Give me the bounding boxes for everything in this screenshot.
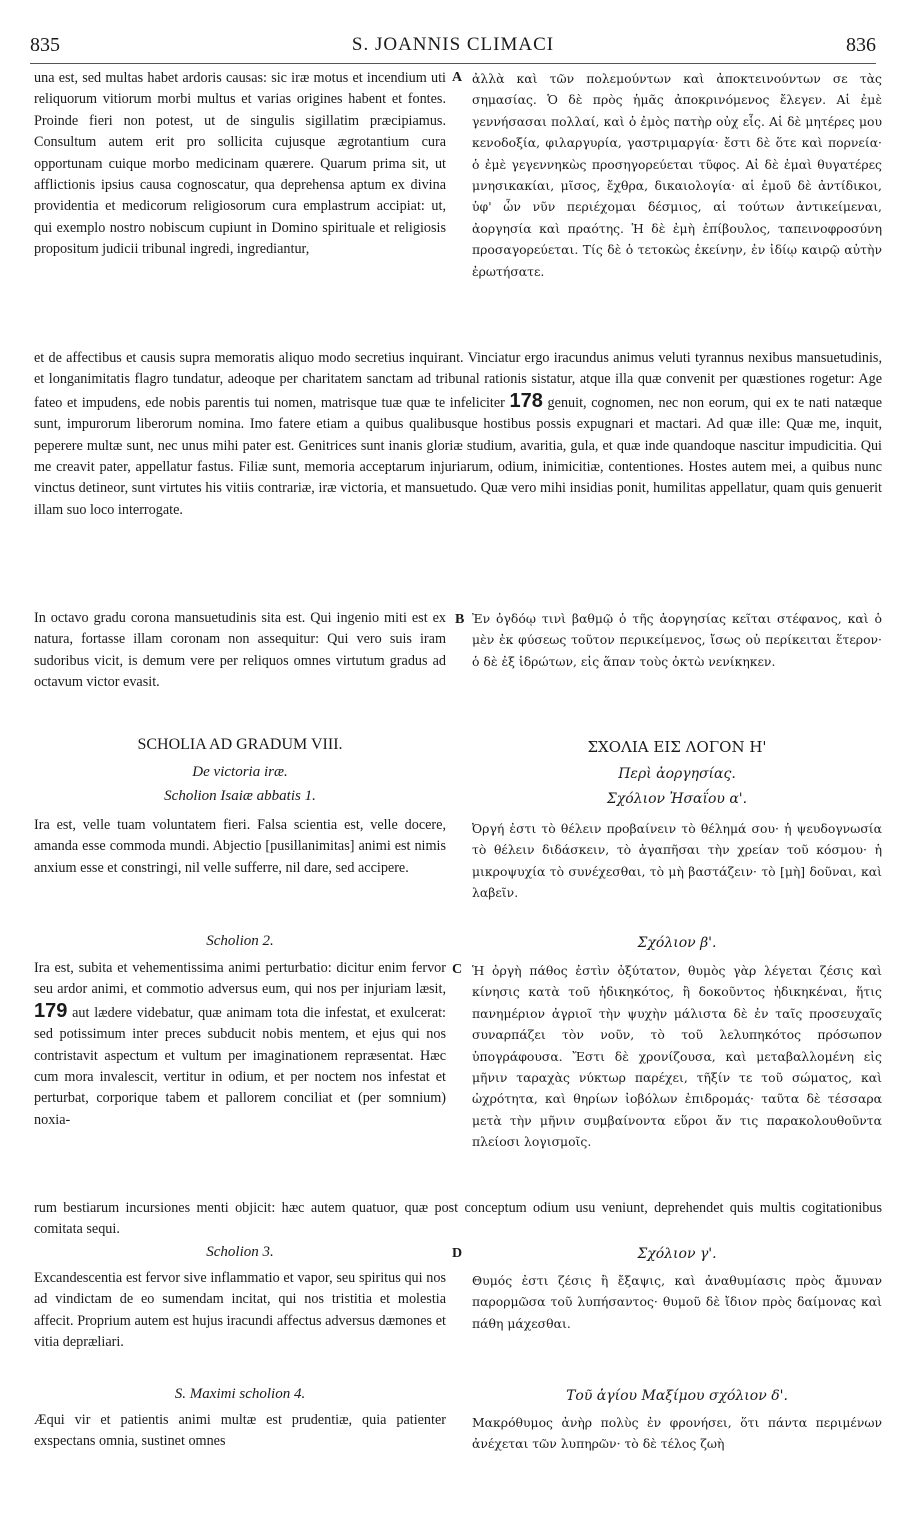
greek-top-paragraph [472, 68, 882, 348]
scholion-1-greek-text: Ὀργή ἐστι τὸ θέλειν προβαίνειν τὸ θέλημά σου· ἡ ψευδογνωσία τὸ θέλειν διδάσκειν, τὸ ἀγαπῆσαι τὴν χρείαν τοῦ κόσμου· ἡ μικροψυχία τὸ συνέχεσθαι, τὸ μὴ βαστάζειν· τὸ [μὴ] δοῦναι, καὶ λαβεῖν. [472, 821, 882, 901]
scholia-greek-subtitle: Περὶ ἀοργησίας. [618, 766, 736, 782]
scholion-2-greek-text: Ἡ ὀργὴ πάθος ἐστὶν ὀξύτατον, θυμὸς γὰρ λέγεται ζέσις καὶ κίνησις κατὰ τοῦ ἠδικηκότος, ἢ δοκοῦντος ἠδικηκέναι, ἥτις πανημέριον ἀγριοῖ τὴν ψυχὴν μάλιστα δὲ ἐν ταῖς προσευχαῖς συναρπάζει τὸν νοῦν, τὸ τοῦ λελυπηκότος πρόσωπον ὑπογράφουσα. Ἔστι δὲ χρονίζουσα, καὶ μεταβαλλομένη εἰς μῆνιν ταραχὰς νύκτωρ παρέχει, τῆξίν τε τοῦ σώματος, καὶ ὠχρότητα, καὶ θηρίων ἰοβόλων ἐπιδρομάς· ταῦτα δὲ τέσσαρα μετὰ τὴν μῆνιν συμβαίνοντα εὕροι ἄν τις παρακολουθοῦντα πλείοσι λογισμοῖς. [472, 963, 882, 1150]
scholion-2-latin-continuation [34, 1198, 882, 1242]
scholion-1-greek-heading: Σχόλιον Ἠσαΐου α'. [606, 791, 748, 807]
scholion-3-latin-text: Excandescentia est fervor sive inflammatio et vapor, seu spiritus qui nos ad vindictam de eo sumendam incitat, qui nos tristitia et molestia affecit. Proprium autem est hujus iracundi affectus adversus dæmones et vitia depræliari. [34, 1270, 446, 1351]
latin-full-part-2: genuit, cognomen, nec non eorum, qui ex te nati natæque sunt, impurorum liberorum nomina. Imo fatere etiam a quibus qualibusque hostibus possis expugnari et mactari. Ad quæ ille: Quæ me, inquit, peperere multæ sunt, nec unus mihi pater est. Genitrices sunt inanis gloriæ studium, avaritia, gula, et quæ inde quandoque nascitur impudicitia. Qui me creavit pater, appellatur fastus. Filiæ sunt, memoria acceptarum injuriarum, odium, inimicitiæ, contentiones. Hostes autem mei, a quibus nunc vinctus detineor, sunt virtutes his vitiis contrariæ, iræ victoria, et mansuetudo. Quæ vero mihi insidias ponit, humilitas appellatur, quam quis genuerit illam suo loco interrogate. [34, 394, 882, 518]
scholia-latin-title: SCHOLIA AD GRADUM VIII. [137, 736, 343, 753]
scholion-1-latin-heading: Scholion Isaiæ abbatis 1. [164, 788, 316, 804]
latin-full-text [34, 348, 882, 521]
page-header [30, 34, 876, 64]
page-number-left: 835 [30, 34, 60, 56]
scholion-2-latin [34, 958, 446, 1198]
greek-top-text: ἀλλὰ καὶ τῶν πολεμούντων καὶ ἀποκτεινούντων σε τὰς σημασίας. Ὁ δὲ πρὸς ἡμᾶς ἀποκρινόμενος ἔλεγεν. Αἱ ἐμὲ γεννήσασαι πολλαί, καὶ ὁ ἐμὸς πατὴρ οὐχ εἷς. Αἱ δὲ μητέρες μου κενοδοξία, φιλαργυρία, γαστριμαργία· ἔστι δὲ ὅτε καὶ πορνεία· ὁ ἐμὲ γεγεννηκὼς προσηγορεύεται τῦφος. Αἱ δὲ ἐμαὶ θυγατέρες μνησικακίαι, μῖσος, ἔχθρα, δικαιολογία· αἱ ἐμοῦ δὲ ἀντίδικοι, ὑφ' ὧν νῦν περιέχομαι δέσμιος, αἱ τούτων ἀντικείμεναι, ἀοργησία καὶ πραότης. Ἡ δὲ ἐμὴ ἐπίβουλος, ταπεινοφροσύνη προσαγορεύεται. Τίς δὲ ὁ τετοκὼς ἐκείνην, ἐν ἰδίῳ καιρῷ αὐτὴν ἐρωτήσατε. [472, 71, 882, 279]
scholion-1-latin [34, 815, 446, 925]
marker-d: D [452, 1246, 463, 1261]
latin-full-part-1: et de affectibus et causis supra memoratis aliquo modo secretius inquirant. Vinciatur ergo iracundus animus veluti tyrannus nexibus mansuetudinis, et longanimitatis flagro tundatur, adeoque per charitatem sanctam ad tribunal rationis sistatur, atque illa quæ convenit per quæstiones rogetur: Age fateo et impudens, ede nobis parentis tui nomen, matrisque tuæ quæ te infeliciter [34, 350, 882, 411]
scholia-greek-title: ΣΧΟΛΙΑ ΕΙΣ ΛΟΓΟΝ Η' [587, 738, 767, 756]
latin-top-paragraph [34, 68, 446, 348]
margin-number-178: 178 [509, 389, 543, 412]
marker-b: B [455, 612, 465, 627]
scholion-2-greek-heading: Σχόλιον β'. [637, 935, 717, 951]
margin-number-179: 179 [34, 999, 68, 1022]
header-rule [30, 63, 876, 64]
latin-top-text: una est, sed multas habet ardoris causas: sic iræ motus et incendium uti reliquorum vitiorum morbi multus et varias origines habent et fontes. Proinde fieri non potest, ut de singulis sigillatim præcipiamus. Consultum autem erit pro sollicita cujusque ægrotantium cura opportunam cuique morbo medicinam quærere. Quarum prima sit, ut afflictionis ipsius causa cognoscatur, qua deprehensa aptum ex divina providentia et medicorum religiosorum cura emplastrum accipiat: ut, qui exemplo nostro nobiscum cupiunt in Domino spirituale et religiosis propositum judicii tribunal ingredi, ingrediantur, [34, 70, 446, 258]
greek-mid-text: Ἐν ὀγδόῳ τινὶ βαθμῷ ὁ τῆς ἀοργησίας κεῖται στέφανος, καὶ ὁ μὲν ἐκ φύσεως τοῦτον περικείμενος, ἴσως οὐ περίκειται ἕτερον· ὁ δὲ ἐξ ἱδρώτων, εἰς ἅπαν τοὺς ὀκτὼ νενίκηκεν. [472, 611, 882, 669]
scholion-2-latin-heading: Scholion 2. [206, 933, 274, 949]
scholion-4-latin-heading: S. Maximi scholion 4. [174, 1386, 306, 1402]
scholion-3-greek-text: Θυμός ἐστι ζέσις ἢ ἔξαψις, καὶ ἀναθυμίασις πρὸς ἄμυναν παρορμῶσα τοῦ λυπήσαντος· θυμοῦ δὲ ἴδιον πρὸς δαίμονας καὶ πάθη μάχεσθαι. [472, 1273, 882, 1331]
scholion-3-greek-heading: Σχόλιον γ'. [637, 1246, 717, 1262]
scholion-2-latin-part-1: Ira est, subita et vehementissima animi perturbatio: dicitur enim fervor seu ardor animi, et commotio adversus eum, qui nos per injuriam læsit, [34, 960, 446, 998]
scholion-1-latin-text: Ira est, velle tuam voluntatem fieri. Falsa scientia est, velle docere, amanda esse commoda mundi. Abjectio [pusillanimitas] animi est nimis anxium esse et constringi, nil velle sufferre, nil dare, sed accipere. [34, 817, 446, 876]
scholion-2-latin-text [34, 958, 446, 1131]
scholion-4-greek [472, 1412, 882, 1502]
marker-a: A [452, 70, 463, 85]
scholion-4-greek-heading: Τοῦ ἁγίου Μαξίμου σχόλιον δ'. [566, 1388, 788, 1404]
scholion-4-greek-text: Μακρόθυμος ἀνὴρ πολὺς ἐν φρονήσει, ὅτι πάντα περιμένων ἀνέχεται τῶν λυπηρῶν· τὸ δὲ τέλος ζωὴ [472, 1415, 882, 1452]
scholion-4-latin [34, 1410, 446, 1500]
scholion-2-latin-continuation-text: rum bestiarum incursiones menti objicit: hæc autem quatuor, quæ post conceptum odium usu veniunt, deprehendet quis multis cogitationibus comitata sequi. [34, 1200, 882, 1238]
page-number-right: 836 [846, 34, 876, 56]
scholion-1-greek [472, 818, 882, 918]
latin-mid-text: In octavo gradu corona mansuetudinis sita est. Qui ingenio miti est ex natura, fortasse illam coronam non assequitur: Qui vero suis iram sudoribus vicit, is demum vere per reliquos omnes virtutum gradus ad octavum victor evasit. [34, 610, 446, 691]
latin-mid-paragraph [34, 608, 446, 720]
scholion-3-latin-heading: Scholion 3. [206, 1244, 274, 1260]
marker-c: C [452, 962, 463, 977]
scholia-latin-subtitle: De victoria iræ. [192, 764, 288, 780]
running-title: S. JOANNIS CLIMACI [351, 34, 555, 55]
scholion-2-latin-part-2: aut lædere videbatur, quæ animam tota die infestat, et exulcerat: sed potissimum inter preces subducit nobis mentem, et ejus qui nos contristavit aspectum et vultum per imaginationem repræsentat. Hæc cum mora invalescit, vertitur in odium, et per noctem nos infestat et perturbat, corporique tabem et pallorem conciliat et (per somnium) noxia- [34, 1004, 446, 1128]
latin-full-paragraph [34, 348, 882, 603]
scholion-3-greek [472, 1270, 882, 1350]
scholion-2-greek [472, 960, 882, 1192]
greek-mid-paragraph [472, 608, 882, 720]
scholion-4-latin-text: Æqui vir et patientis animi multæ est prudentiæ, quia patienter exspectans omnia, sustinet omnes [34, 1412, 446, 1450]
scholion-3-latin [34, 1268, 446, 1388]
